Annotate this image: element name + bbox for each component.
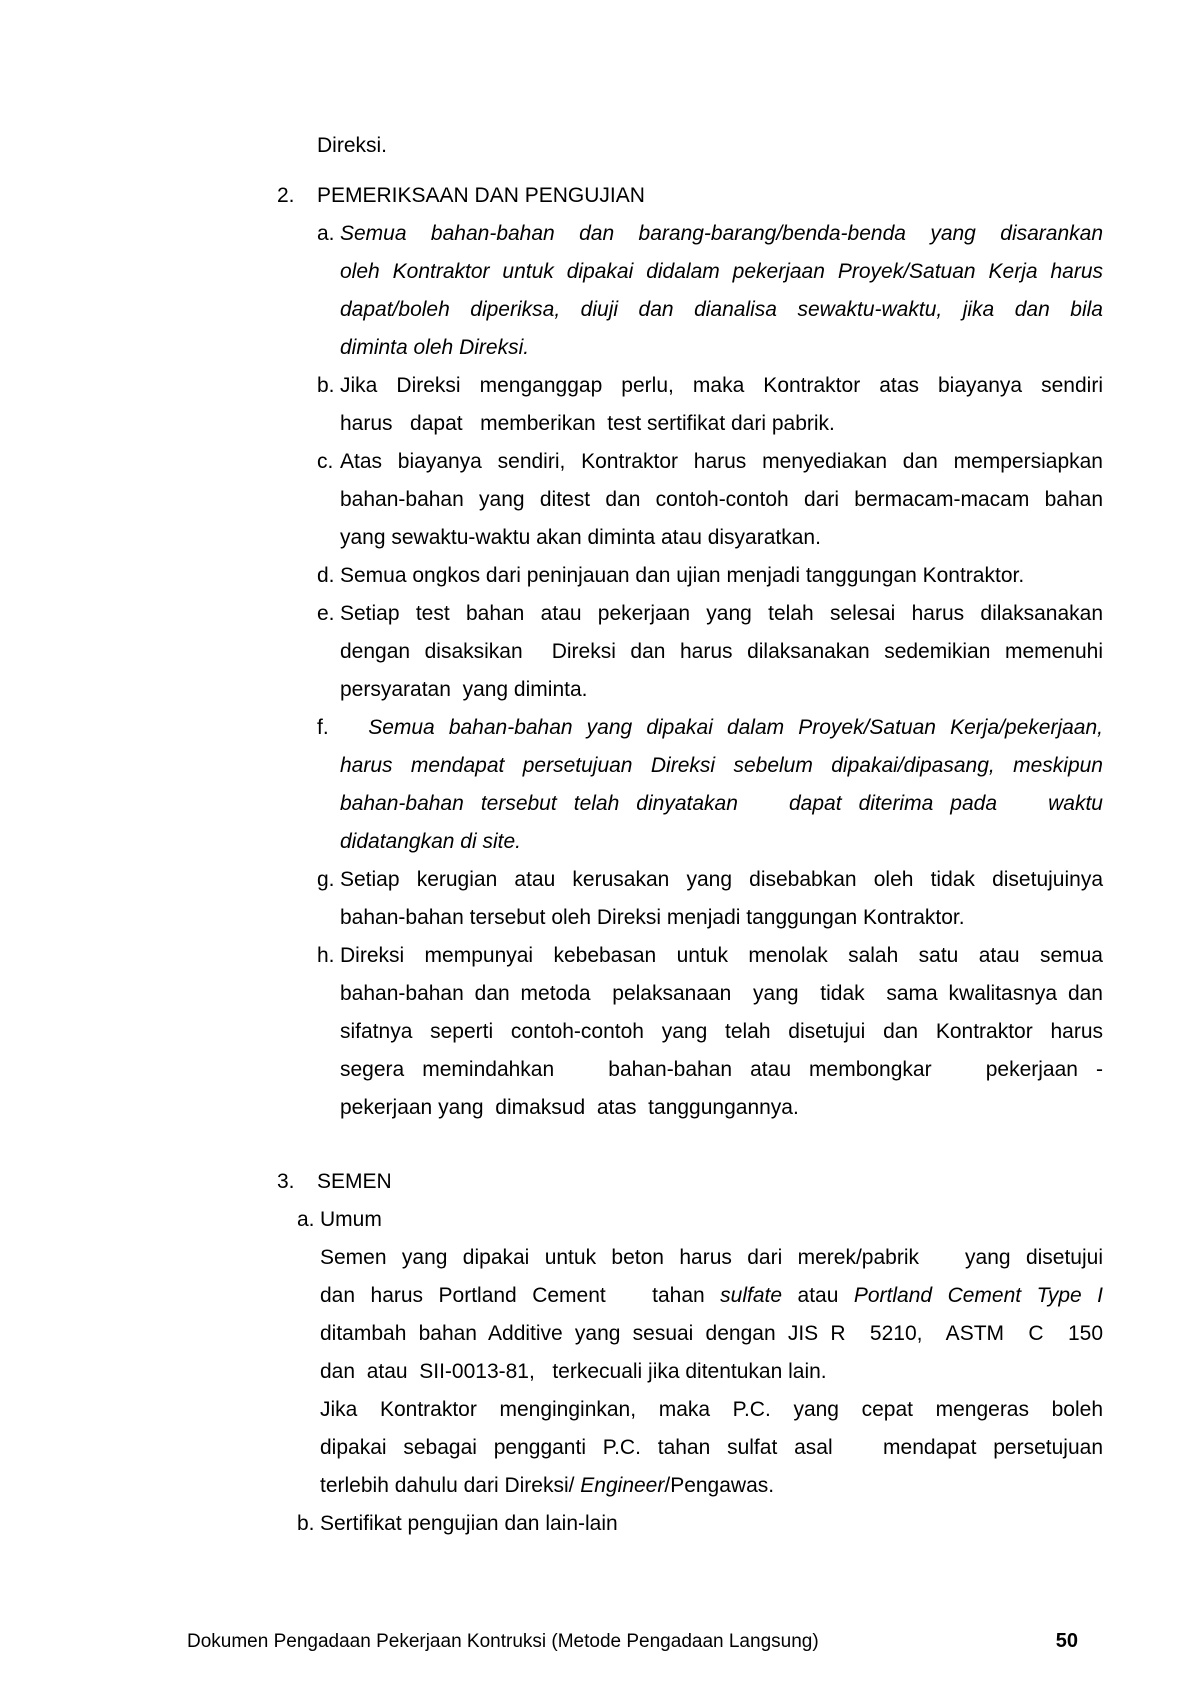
list-item-body [340,443,1103,557]
paragraph [320,1391,1103,1505]
paragraph [340,215,1103,367]
page-number: 50 [1055,1630,1078,1652]
text-line: didatangkan di site. [340,830,521,853]
text-line: Jika Kontraktor menginginkan, maka P.C. yang cepat mengeras boleh [320,1398,1103,1421]
continuation-line: Direksi. [317,134,388,157]
text-line: bahan-bahan tersebut oleh Direksi menjadi tanggungan Kontraktor. [340,906,965,929]
list-item-body [340,861,1103,937]
list-item-letter: g. [317,868,335,891]
text-line: Setiap test bahan atau pekerjaan yang telah selesai harus dilaksanakan [340,602,1103,625]
list-item-letter: b. [317,374,335,397]
text-line: dan atau SII-0013-81, terkecuali jika ditentukan lain. [320,1360,827,1383]
text-line: terlebih dahulu dari Direksi/ Engineer/Pengawas. [320,1474,775,1497]
list-item-body [340,557,1103,595]
section [277,177,1103,1127]
list-item-letter: c. [317,450,334,473]
text-line: dipakai sebagai pengganti P.C. tahan sulfat asal mendapat persetujuan [320,1436,1103,1459]
text-line: dan harus Portland Cement tahan sulfate atau Portland Cement Type I [320,1284,1103,1307]
section-heading [277,1163,1103,1201]
paragraph [340,861,1103,937]
list-item [317,937,1103,1127]
list-item-letter: a. [297,1208,315,1231]
text-line: Sertifikat pengujian dan lain-lain [320,1512,618,1535]
text-line: Semua bahan-bahan dan barang-barang/benda-benda yang disarankan [340,222,1103,245]
list-item-letter: e. [317,602,335,625]
section-items [297,1201,1103,1543]
list-item [317,709,1103,861]
list-item [317,595,1103,709]
paragraph [340,367,1103,443]
section-number: 3. [277,1170,295,1193]
text-line: segera memindahkan bahan-bahan atau membongkar pekerjaan - [340,1058,1103,1081]
section-title: SEMEN [317,1170,392,1193]
paragraph [340,937,1103,1127]
paragraph [340,595,1103,709]
paragraph [320,1239,1103,1391]
list-item-letter: b. [297,1512,315,1535]
text-line: bahan-bahan yang ditest dan contoh-contoh dari bermacam-macam bahan [340,488,1103,511]
list-item-letter: d. [317,564,335,587]
text-line: dengan disaksikan Direksi dan harus dilaksanakan sedemikian memenuhi [340,640,1103,663]
section-number: 2. [277,184,295,207]
text-line: harus mendapat persetujuan Direksi sebelum dipakai/dipasang, meskipun [340,754,1103,777]
text-line: yang sewaktu-waktu akan diminta atau disyaratkan. [340,526,821,549]
list-item [317,557,1103,595]
paragraph [340,709,1103,861]
text-line: dapat/boleh diperiksa, diuji dan dianalisa sewaktu-waktu, jika dan bila [340,298,1103,321]
text-line: Direksi mempunyai kebebasan untuk menolak salah satu atau semua [340,944,1103,967]
text-line: ditambah bahan Additive yang sesuai dengan JIS R 5210, ASTM C 150 [320,1322,1103,1345]
text-line: bahan-bahan tersebut telah dinyatakan dapat diterima pada waktu [340,792,1103,815]
page-footer [187,1630,1078,1653]
list-item-body [340,595,1103,709]
text-line: oleh Kontraktor untuk dipakai didalam pekerjaan Proyek/Satuan Kerja harus [340,260,1103,283]
list-item [297,1201,1103,1505]
section-items [317,215,1103,1127]
paragraph [320,1201,1103,1239]
list-item [317,861,1103,937]
text-line: harus dapat memberikan test sertifikat dari pabrik. [340,412,835,435]
list-item-body [320,1201,1103,1505]
text-line: persyaratan yang diminta. [340,678,588,701]
text-line: Jika Direksi menganggap perlu, maka Kontraktor atas biayanya sendiri [340,374,1103,397]
list-item [317,443,1103,557]
list-item-body [340,367,1103,443]
section-heading [277,177,1103,215]
text-line: Atas biayanya sendiri, Kontraktor harus menyediakan dan mempersiapkan [340,450,1103,473]
text-line: Semen yang dipakai untuk beton harus dari merek/pabrik yang disetujui [320,1246,1103,1269]
list-item-body [340,937,1103,1127]
paragraph [320,1505,1103,1543]
text-line: diminta oleh Direksi. [340,336,530,359]
text-line: bahan-bahan dan metoda pelaksanaan yang tidak sama kwalitasnya dan [340,982,1103,1005]
text-line: Semua ongkos dari peninjauan dan ujian menjadi tanggungan Kontraktor. [340,564,1025,587]
section [277,1163,1103,1543]
text-line: Semua bahan-bahan yang dipakai dalam Proyek/Satuan Kerja/pekerjaan, [340,716,1103,739]
list-item [297,1505,1103,1543]
list-item-body [320,1505,1103,1543]
text-line: pekerjaan yang dimaksud atas tanggungannya. [340,1096,799,1119]
list-item [317,215,1103,367]
paragraph [340,443,1103,557]
page-content [277,127,1103,1543]
section-title: PEMERIKSAAN DAN PENGUJIAN [317,184,645,207]
list-item-letter: f. [317,716,329,739]
list-item-body [340,215,1103,367]
text-line: Setiap kerugian atau kerusakan yang disebabkan oleh tidak disetujuinya [340,868,1103,891]
text-line: sifatnya seperti contoh-contoh yang telah disetujui dan Kontraktor harus [340,1020,1103,1043]
text-line: Umum [320,1208,382,1231]
list-item [317,367,1103,443]
list-item-letter: a. [317,222,335,245]
list-item-letter: h. [317,944,335,967]
paragraph [340,557,1103,595]
footer-text: Dokumen Pengadaan Pekerjaan Kontruksi (Metode Pengadaan Langsung) [187,1631,819,1652]
list-item-body [340,709,1103,861]
sections [277,177,1103,1543]
